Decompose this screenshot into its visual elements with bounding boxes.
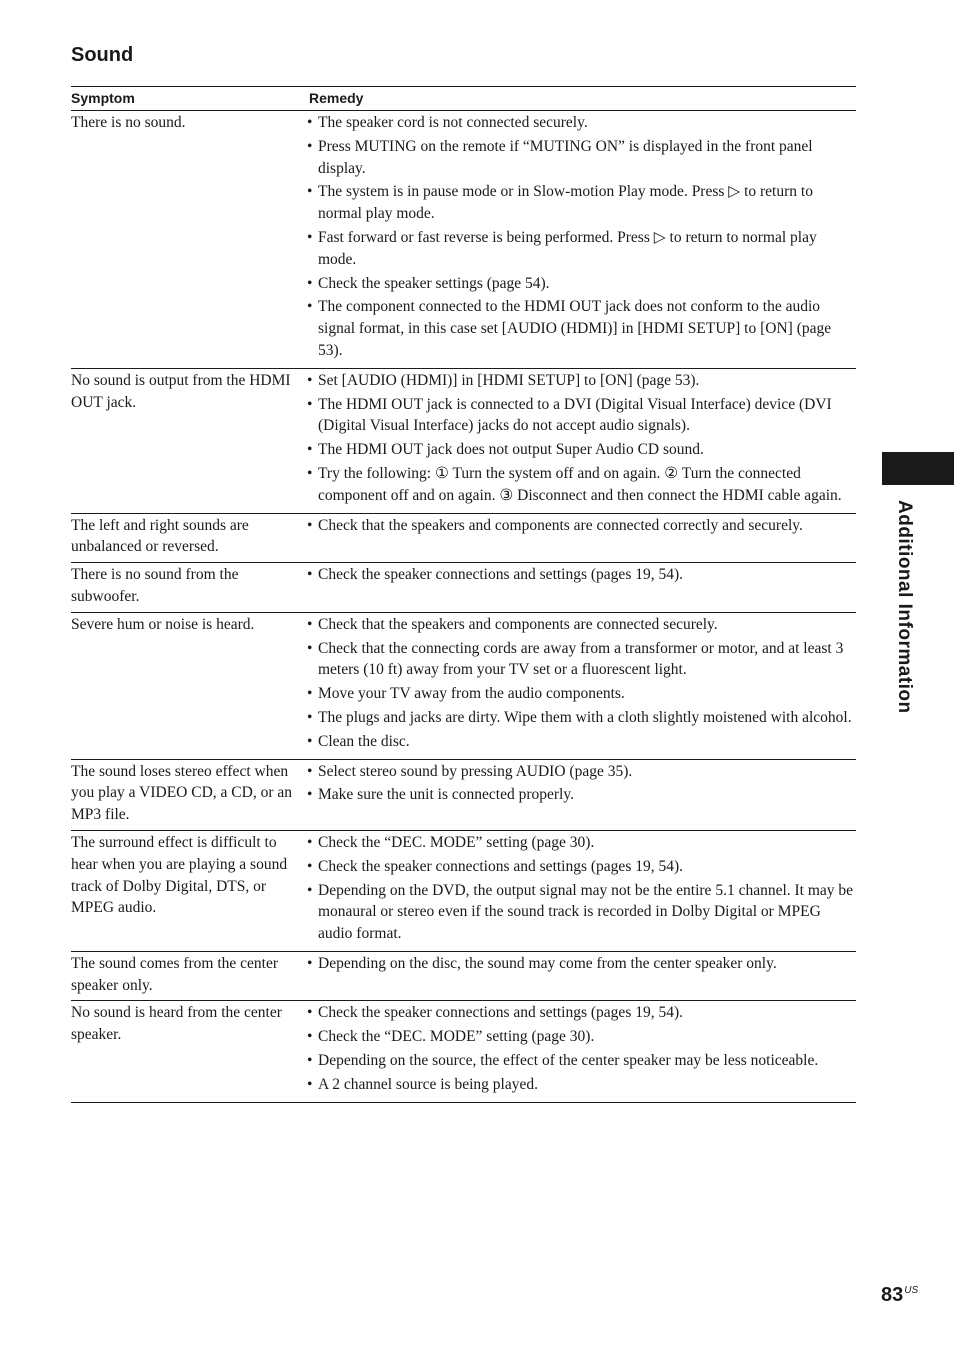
remedy-item: • The plugs and jacks are dirty. Wipe them with a cloth slightly moistened with alcohol. (307, 707, 856, 729)
remedy-item: • The speaker cord is not connected securely. (307, 112, 856, 134)
table-row (71, 563, 856, 613)
symptom-cell: No sound is output from the HDMI OUT jack. (71, 368, 307, 513)
remedy-list (307, 614, 856, 753)
remedy-column-header: Remedy (307, 87, 856, 111)
troubleshooting-table (71, 86, 856, 1103)
page-number (881, 1284, 918, 1307)
remedy-item: • Press MUTING on the remote if “MUTING ON” is displayed in the front panel display. (307, 136, 856, 180)
remedy-item: • Check the “DEC. MODE” setting (page 30). (307, 1026, 856, 1048)
symptom-cell: The left and right sounds are unbalanced or reversed. (71, 513, 307, 563)
remedy-item: • Check that the speakers and components are connected securely. (307, 614, 856, 636)
table-header-row (71, 87, 856, 111)
remedy-cell (307, 759, 856, 830)
page-region-suffix: US (904, 1285, 919, 1297)
remedy-item: • Clean the disc. (307, 731, 856, 753)
symptom-cell: The sound comes from the center speaker only. (71, 951, 307, 1001)
table-row (71, 830, 856, 951)
remedy-cell (307, 111, 856, 369)
remedy-list (307, 370, 856, 507)
symptom-cell: Severe hum or noise is heard. (71, 612, 307, 759)
remedy-list (307, 564, 856, 586)
remedy-item: • Set [AUDIO (HDMI)] in [HDMI SETUP] to [ON] (page 53). (307, 370, 856, 392)
remedy-cell (307, 951, 856, 1001)
remedy-cell (307, 830, 856, 951)
remedy-list (307, 761, 856, 807)
symptom-cell: There is no sound from the subwoofer. (71, 563, 307, 613)
symptom-cell: The sound loses stereo effect when you play a VIDEO CD, a CD, or an MP3 file. (71, 759, 307, 830)
remedy-item: • Fast forward or fast reverse is being performed. Press ▷ to return to normal play mode. (307, 227, 856, 271)
section-tab-marker (882, 452, 954, 485)
remedy-list (307, 515, 856, 537)
remedy-item: • Check the speaker connections and settings (pages 19, 54). (307, 564, 856, 586)
remedy-item: • Try the following: ① Turn the system off and on again. ② Turn the connected component off and on again. ③ Disconnect and then connect the HDMI cable again. (307, 463, 856, 507)
remedy-item: • Depending on the DVD, the output signal may not be the entire 5.1 channel. It may be monaural or stereo even if the sound track is recorded in Dolby Digital or MPEG audio format. (307, 880, 856, 945)
section-title: Sound (71, 44, 134, 66)
remedy-cell (307, 563, 856, 613)
section-side-label: Additional Information (894, 500, 915, 714)
remedy-item: • Make sure the unit is connected properly. (307, 784, 856, 806)
remedy-item: • The system is in pause mode or in Slow-motion Play mode. Press ▷ to return to normal play mode. (307, 181, 856, 225)
remedy-item: • Move your TV away from the audio components. (307, 683, 856, 705)
symptom-column-header: Symptom (71, 87, 307, 111)
remedy-item: • The HDMI OUT jack is connected to a DVI (Digital Visual Interface) device (DVI (Digital Visual Interface) jacks do not accept audio signals). (307, 394, 856, 438)
remedy-list (307, 953, 856, 975)
remedy-cell (307, 612, 856, 759)
remedy-list (307, 1002, 856, 1095)
symptom-cell: There is no sound. (71, 114, 186, 131)
remedy-item: • Depending on the disc, the sound may come from the center speaker only. (307, 953, 856, 975)
table-row (71, 759, 856, 830)
table-row (71, 111, 856, 369)
remedy-list (307, 112, 856, 362)
table-row (71, 951, 856, 1001)
remedy-item: • Depending on the source, the effect of the center speaker may be less noticeable. (307, 1050, 856, 1072)
remedy-item: • Check the speaker connections and settings (pages 19, 54). (307, 856, 856, 878)
remedy-cell (307, 513, 856, 563)
table-row (71, 1001, 856, 1102)
remedy-item: • A 2 channel source is being played. (307, 1074, 856, 1096)
table-row (71, 612, 856, 759)
remedy-item: • The HDMI OUT jack does not output Super Audio CD sound. (307, 439, 856, 461)
remedy-list (307, 832, 856, 945)
remedy-cell (307, 368, 856, 513)
symptom-cell: No sound is heard from the center speaker. (71, 1001, 307, 1102)
page-number-value: 83 (881, 1284, 904, 1306)
remedy-item: • Check that the speakers and components are connected correctly and securely. (307, 515, 856, 537)
symptom-cell: The surround effect is difficult to hear when you are playing a sound track of Dolby Digital, DTS, or MPEG audio. (71, 830, 307, 951)
table-row (71, 513, 856, 563)
table-body (71, 111, 856, 1103)
table-row (71, 368, 856, 513)
remedy-item: • Select stereo sound by pressing AUDIO (page 35). (307, 761, 856, 783)
remedy-item: • Check the speaker settings (page 54). (307, 273, 856, 295)
remedy-item: • Check the “DEC. MODE” setting (page 30). (307, 832, 856, 854)
remedy-item: • The component connected to the HDMI OUT jack does not conform to the audio signal format, in this case set [AUDIO (HDMI)] in [HDMI SETUP] to [ON] (page 53). (307, 296, 856, 361)
remedy-cell (307, 1001, 856, 1102)
remedy-item: • Check that the connecting cords are away from a transformer or motor, and at least 3 meters (10 ft) away from your TV set or a fluorescent light. (307, 638, 856, 682)
remedy-item: • Check the speaker connections and settings (pages 19, 54). (307, 1002, 856, 1024)
